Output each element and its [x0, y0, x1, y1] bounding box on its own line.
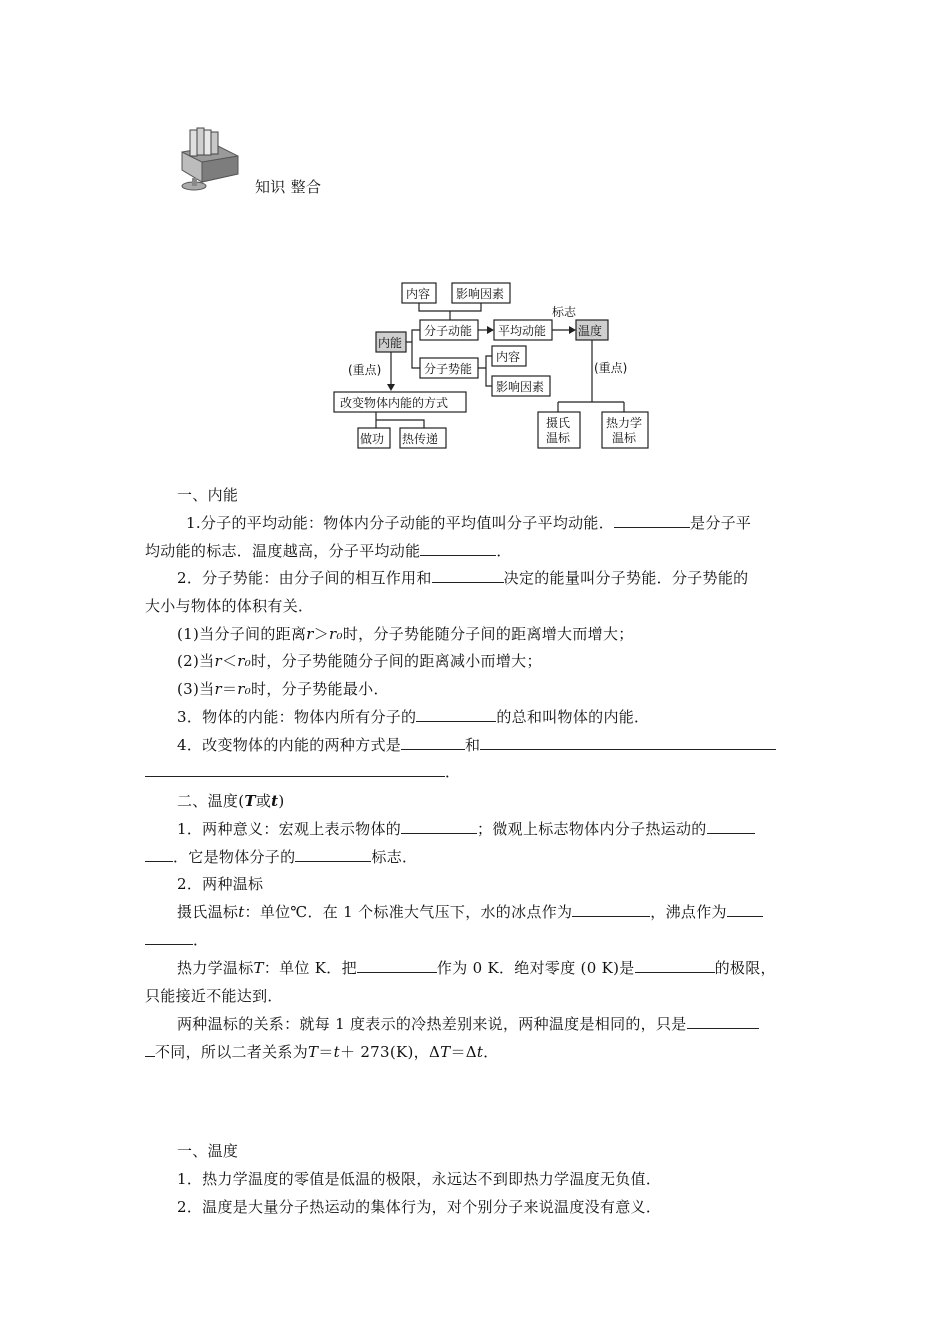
var-t: t — [333, 1043, 340, 1061]
temp-item-2: 2．两种温标 — [177, 875, 264, 893]
paragraph-3 — [177, 706, 649, 727]
text: ．它是物体分子的 — [173, 848, 296, 866]
concept-map-diagram — [330, 278, 660, 458]
text: 作为 0 K．绝对零度 (0 K)是 — [436, 959, 635, 977]
var-r0: r₀ — [237, 652, 252, 670]
section-2-title — [177, 790, 285, 811]
item-1 — [177, 623, 634, 644]
celsius-line-1 — [177, 901, 763, 922]
text: 4．改变物体的内能的两种方式是 — [177, 736, 402, 754]
var-t: t — [238, 903, 245, 921]
text: ：单位 K．把 — [263, 959, 357, 977]
text: 的总和叫物体的内能． — [496, 708, 650, 726]
text: ＜ — [221, 652, 238, 670]
text: 3．物体的内能：物体内所有分子的 — [177, 708, 417, 726]
note-1: 1．热力学温度的零值是低温的极限，永远达不到即热力学温度无负值． — [177, 1170, 662, 1188]
text: 时，分子势能随分子间的距离增大而增大； — [342, 625, 634, 643]
text: ) — [278, 792, 285, 810]
text: 1．两种意义：宏观上表示物体的 — [177, 820, 402, 838]
text: 摄氏温标 — [177, 903, 239, 921]
text: (2)当 — [177, 652, 215, 670]
text: ． — [483, 1043, 499, 1061]
text: 和 — [465, 736, 481, 754]
box-celsius-scale-line1: 摄氏 — [546, 416, 571, 430]
box-work-label: 做功 — [360, 432, 385, 446]
section-header-title: 知识 整合 — [255, 178, 322, 196]
var-r: r — [306, 625, 314, 643]
text: 1.分子的平均动能：物体内分子动能的平均值叫分子平均动能． — [186, 514, 615, 532]
note-2: 2．温度是大量分子热运动的集体行为，对个别分子来说温度没有意义． — [177, 1198, 662, 1216]
fill-blank — [295, 847, 371, 862]
text: 两种温标的关系：就每 1 度表示的冷热差别来说，两种温度是相同的，只是 — [177, 1015, 687, 1033]
text: ＝Δ — [450, 1043, 477, 1061]
var-r: r — [214, 652, 222, 670]
text: ：单位℃．在 1 个标准大气压下，水的冰点作为 — [244, 903, 573, 921]
fill-blank — [401, 819, 477, 834]
text: ． — [496, 542, 512, 560]
text: 决定的能量叫分子势能．分子势能的 — [503, 569, 749, 587]
var-r0: r₀ — [237, 680, 252, 698]
var-T: T — [308, 1043, 319, 1061]
box-kelvin-scale-line2: 温标 — [612, 431, 637, 445]
text: 时，分子势能最小． — [251, 680, 389, 698]
text: ． — [193, 931, 209, 949]
paragraph-2-line-2: 大小与物体的体积有关． — [145, 597, 314, 615]
var-r: r — [214, 680, 222, 698]
var-t: t — [271, 792, 279, 810]
var-T: T — [244, 792, 256, 810]
temp-item-1-line-1 — [177, 818, 755, 839]
var-T: T — [253, 959, 264, 977]
text: ；微观上标志物体内分子热运动的 — [477, 820, 707, 838]
paragraph-4-line-1 — [177, 734, 776, 755]
relation-line-2 — [145, 1041, 499, 1062]
text: 均动能的标志．温度越高，分子平均动能 — [145, 542, 421, 560]
fill-blank — [635, 958, 715, 973]
section-3-title: 一、温度 — [177, 1142, 239, 1160]
text: (3)当 — [177, 680, 215, 698]
fill-blank — [145, 1042, 155, 1057]
item-2 — [177, 650, 542, 671]
box-change-methods-label: 改变物体内能的方式 — [340, 396, 449, 410]
text: (1)当分子间的距离 — [177, 625, 307, 643]
box-molecular-pe-label: 分子势能 — [424, 362, 473, 376]
var-t: t — [476, 1043, 484, 1061]
paragraph-2-line-1 — [177, 567, 748, 588]
box-celsius-scale-line2: 温标 — [546, 431, 571, 445]
text: 是分子平 — [690, 514, 752, 532]
label-key-point-right: (重点) — [594, 361, 628, 375]
fill-blank — [401, 735, 465, 750]
text: 热力学温标 — [177, 959, 254, 977]
fill-blank — [420, 541, 496, 556]
fill-blank — [572, 902, 650, 917]
text: ，沸点作为 — [650, 903, 727, 921]
text: ＝ — [318, 1043, 334, 1061]
fill-blank — [145, 930, 193, 945]
paragraph-4-line-2 — [145, 761, 460, 782]
text: 的极限， — [714, 959, 776, 977]
kelvin-line-1 — [177, 957, 776, 978]
fill-blank — [480, 735, 776, 750]
temp-item-1-line-2 — [145, 846, 417, 867]
var-r0: r₀ — [329, 625, 343, 643]
label-key-point-left: (重点) — [348, 363, 382, 377]
knowledge-icon — [172, 124, 244, 192]
text: 2．分子势能：由分子间的相互作用和 — [177, 569, 432, 587]
paragraph-1-line-1 — [186, 512, 751, 533]
box-molecular-ke-label: 分子动能 — [424, 324, 473, 338]
box-factors-top-label: 影响因素 — [456, 287, 505, 301]
box-internal-energy-label: 内能 — [378, 336, 403, 350]
relation-line-1 — [177, 1013, 759, 1034]
text: 标志． — [371, 848, 418, 866]
box-heat-transfer-label: 热传递 — [402, 432, 439, 446]
text: ＋ 273(K)，Δ — [339, 1043, 441, 1061]
fill-blank — [707, 819, 755, 834]
box-kelvin-scale-line1: 热力学 — [606, 416, 643, 430]
fill-blank — [614, 513, 690, 528]
item-3 — [177, 678, 389, 699]
fill-blank — [145, 847, 173, 862]
label-marker: 标志 — [552, 305, 577, 319]
var-T: T — [440, 1043, 451, 1061]
text: 时，分子势能随分子间的距离减小而增大； — [251, 652, 542, 670]
fill-blank — [687, 1014, 759, 1029]
text: ＞ — [313, 625, 330, 643]
fill-blank — [432, 568, 504, 583]
box-content-top-label: 内容 — [406, 287, 431, 301]
box-average-ke-label: 平均动能 — [498, 324, 547, 338]
text: 不同，所以二者关系为 — [155, 1043, 309, 1061]
paragraph-1-line-2 — [145, 540, 512, 561]
fill-blank — [357, 958, 437, 973]
section-1-title: 一、内能 — [177, 486, 239, 504]
box-temperature-label: 温度 — [578, 324, 603, 338]
fill-blank — [727, 902, 763, 917]
fill-blank — [416, 707, 496, 722]
text: 或 — [255, 792, 272, 810]
fill-blank — [145, 762, 445, 777]
text: ＝ — [221, 680, 238, 698]
celsius-line-2 — [145, 929, 208, 950]
box-content-mid-label: 内容 — [496, 350, 521, 364]
text: 二、温度( — [177, 792, 245, 810]
text: ． — [445, 763, 461, 781]
box-factors-mid-label: 影响因素 — [496, 380, 545, 394]
kelvin-line-2: 只能接近不能达到． — [145, 987, 283, 1005]
